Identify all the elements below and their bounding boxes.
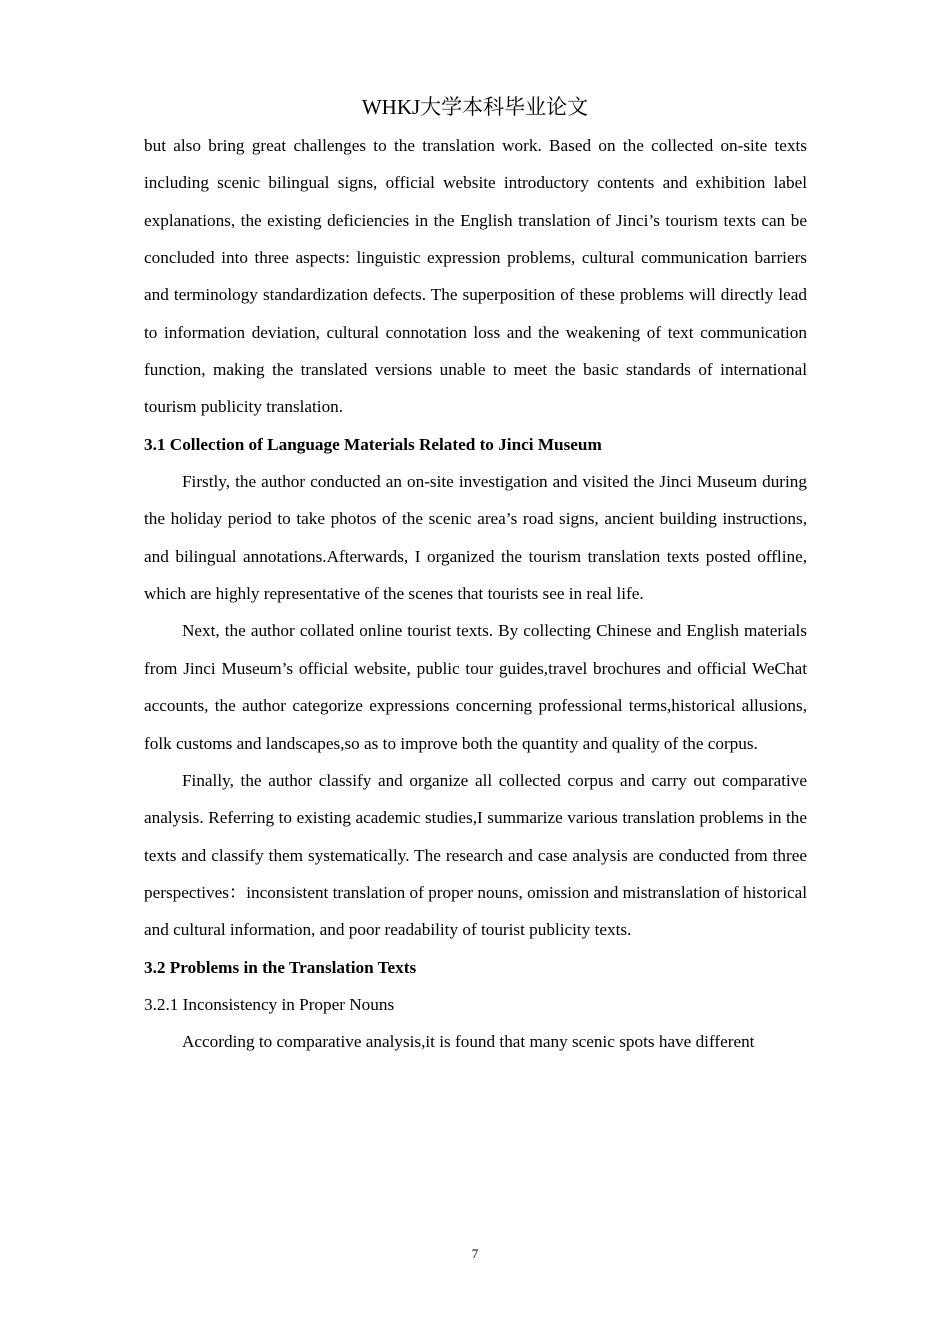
paragraph-according: According to comparative analysis,it is found that many scenic spots have different: [182, 1032, 755, 1052]
paragraph-finally: Finally, the author classify and organize all collected corpus and carry out comparative analysis. Referring to existing academic studies,I summarize various translation problems in the texts and classify them systematically. The research and case analysis are conducted from three perspectives：inconsistent translation of proper nouns, omission and mistranslation of historical and cultural information, and poor readability of tourist publicity texts.: [144, 770, 807, 940]
paragraph-firstly: Firstly, the author conducted an on-site investigation and visited the Jinci Museum during the holiday period to take photos of the scenic area’s road signs, ancient building instructions, and bilingual annotations.Afterwards, I organized the tourism translation texts posted offline, which are highly representative of the scenes that tourists see in real life.: [144, 472, 807, 604]
page-number: 7: [471, 1246, 479, 1261]
page-body: [144, 127, 807, 1061]
section-heading-3-2: 3.2 Problems in the Translation Texts: [144, 957, 417, 977]
subsection-heading-3-2-1: 3.2.1 Inconsistency in Proper Nouns: [144, 994, 395, 1014]
section-heading-3-1: 3.1 Collection of Language Materials Related to Jinci Museum: [144, 434, 602, 454]
running-header: WHKJ大学本科毕业论文: [361, 95, 589, 119]
paragraph-intro: but also bring great challenges to the translation work. Based on the collected on-site texts including scenic bilingual signs, official website introductory contents and exhibition label explanations, the existing deficiencies in the English translation of Jinci’s tourism texts can be concluded into three aspects: linguistic expression problems, cultural communication barriers and terminology standardization defects. The superposition of these problems will directly lead to information deviation, cultural connotation loss and the weakening of text communication function, making the translated versions unable to meet the basic standards of international tourism publicity translation.: [144, 136, 807, 417]
paragraph-next: Next, the author collated online tourist texts. By collecting Chinese and English materials from Jinci Museum’s official website, public tour guides,travel brochures and official WeChat accounts, the author categorize expressions concerning professional terms,historical allusions, folk customs and landscapes,so as to improve both the quantity and quality of the corpus.: [144, 621, 807, 753]
